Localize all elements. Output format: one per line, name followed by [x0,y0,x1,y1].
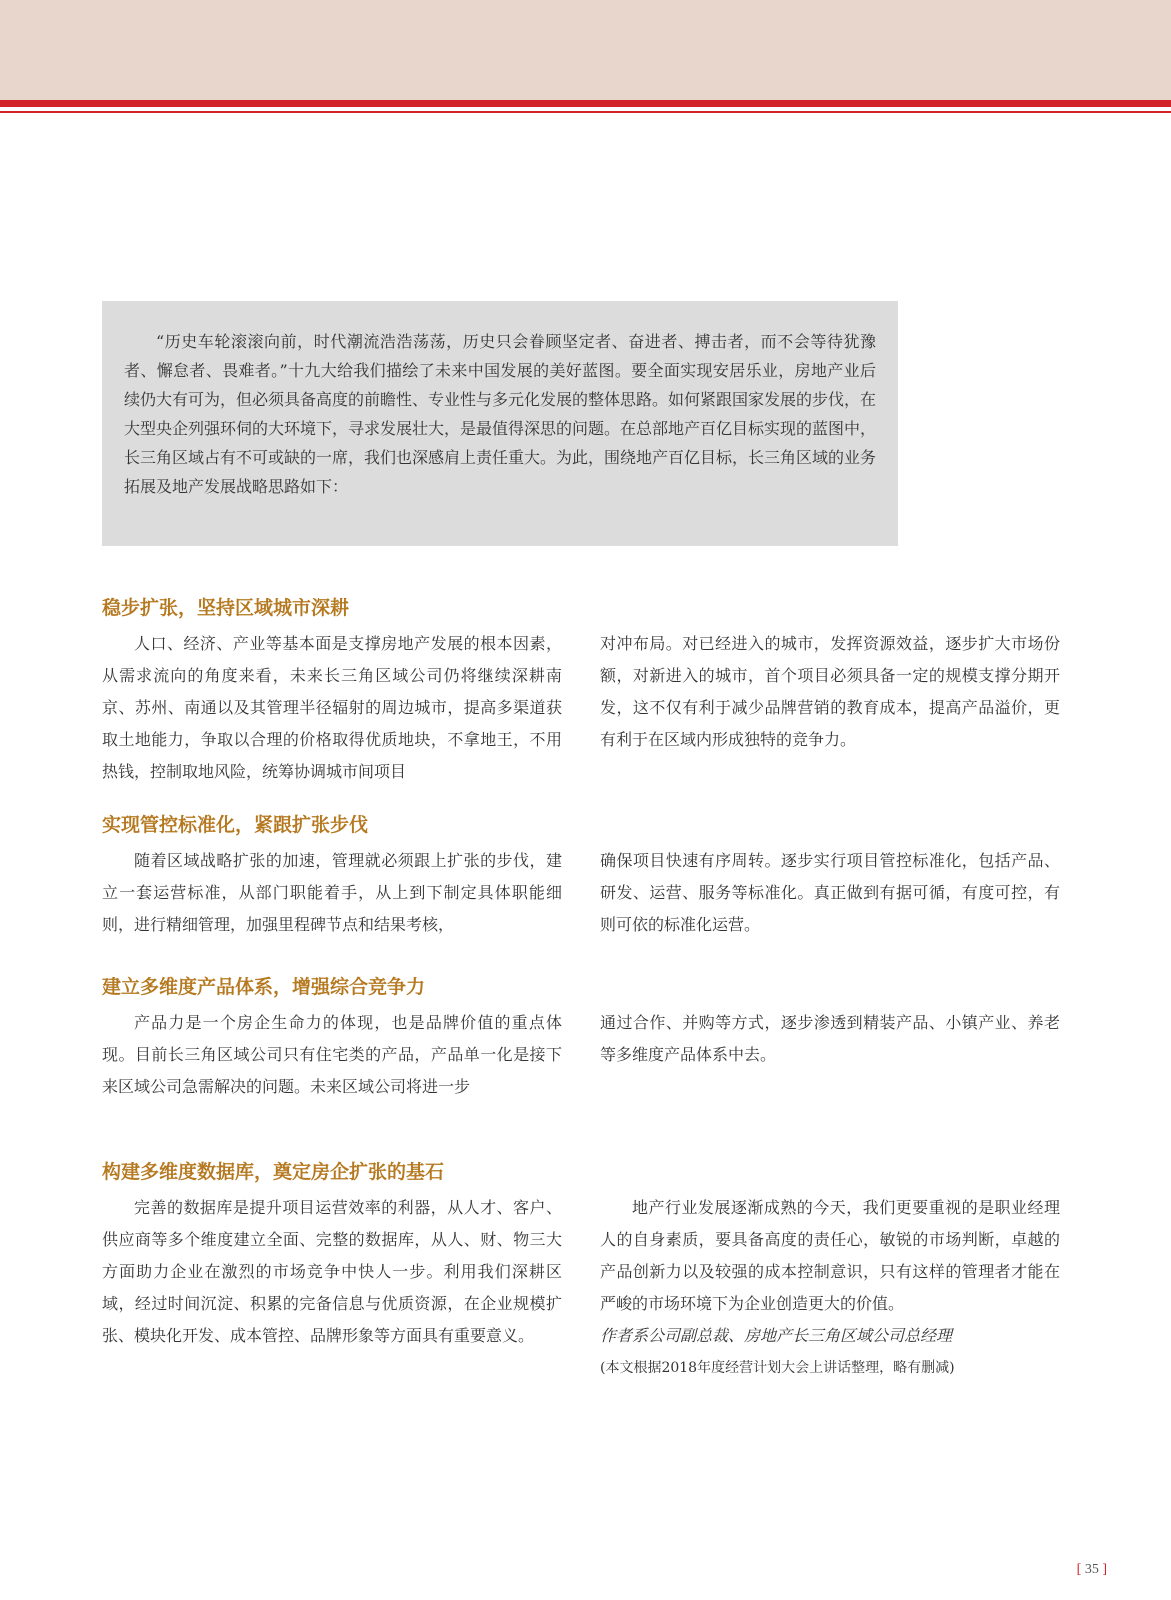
section-body-left: 人口、经济、产业等基本面是支撑房地产发展的根本因素，从需求流向的角度来看，未来长三角区域公司仍将继续深耕南京、苏州、南通以及其管理半径辐射的周边城市，提高多渠道获取土地能力，争取以合理的价格取得优质地块，不拿地王，不用热钱，控制取地风险，统筹协调城市间项目 [102,634,562,781]
source-note: (本文根据2018年度经营计划大会上讲话整理，略有删减) [600,1360,955,1376]
section-title: 稳步扩张，坚持区域城市深耕 [102,597,350,619]
section-1 [102,594,1060,788]
section-body-right: 对冲布局。对已经进入的城市，发挥资源效益，逐步扩大市场份额，对新进入的城市，首个项目必须具备一定的规模支撑分期开发，这不仅有利于减少品牌营销的教育成本，提高产品溢价，更有利于在区域内形成独特的竞争力。 [600,634,1060,749]
section-body-left: 随着区域战略扩张的加速，管理就必须跟上扩张的步伐，建立一套运营标准，从部门职能着手，从上到下制定具体职能细则，进行精细管理，加强里程碑节点和结果考核， [102,851,562,934]
section-body-left: 产品力是一个房企生命力的体现，也是品牌价值的重点体现。目前长三角区域公司只有住宅类的产品，产品单一化是接下来区域公司急需解决的问题。未来区域公司将进一步 [102,1013,562,1096]
section-body-right: 通过合作、并购等方式，逐步渗透到精装产品、小镇产业、养老等多维度产品体系中去。 [600,1013,1060,1064]
intro-paragraph: “历史车轮滚滚向前，时代潮流浩浩荡荡，历史只会眷顾坚定者、奋进者、搏击者，而不会等待犹豫者、懈怠者、畏难者。”十九大给我们描绘了未来中国发展的美好蓝图。要全面实现安居乐业，房地产业后续仍大有可为，但必须具备高度的前瞻性、专业性与多元化发展的整体思路。如何紧跟国家发展的步伐，在大型央企列强环伺的大环境下，寻求发展壮大，是最值得深思的问题。在总部地产百亿目标实现的蓝图中，长三角区域占有不可或缺的一席，我们也深感肩上责任重大。为此，围绕地产百亿目标，长三角区域的业务拓展及地产发展战略思路如下： [124,332,877,496]
section-title: 建立多维度产品体系，增强综合竞争力 [102,976,426,998]
header-band [0,0,1171,100]
section-title: 实现管控标准化，紧跟扩张步伐 [102,814,369,836]
header-thin-rule [0,111,1171,113]
section-body-left: 完善的数据库是提升项目运营效率的利器，从人才、客户、供应商等多个维度建立全面、完整的数据库，从人、财、物三大方面助力企业在激烈的市场竞争中快人一步。利用我们深耕区域，经过时间沉淀、积累的完备信息与优质资源，在企业规模扩张、模块化开发、成本管控、品牌形象等方面具有重要意义。 [102,1198,562,1345]
page-bracket-open: [ [1076,1562,1082,1577]
section-4 [102,1158,1060,1384]
page-bracket-close: ] [1102,1562,1107,1577]
page-number-value: 35 [1084,1562,1099,1577]
section-3 [102,973,1060,1103]
page-number [1077,1562,1107,1578]
section-body-right: 地产行业发展逐渐成熟的今天，我们更要重视的是职业经理人的自身素质，要具备高度的责任心，敏锐的市场判断，卓越的产品创新力以及较强的成本控制意识，只有这样的管理者才能在严峻的市场环境下为企业创造更大的价值。 [600,1198,1060,1313]
section-title: 构建多维度数据库，奠定房企扩张的基石 [102,1161,445,1183]
author-signature: 作者系公司副总裁、房地产长三角区域公司总经理 [600,1326,953,1345]
intro-quote-box [102,301,898,546]
section-2 [102,811,1060,941]
section-body-right: 确保项目快速有序周转。逐步实行项目管控标准化，包括产品、研发、运营、服务等标准化。真正做到有据可循，有度可控，有则可依的标准化运营。 [600,851,1060,934]
header-red-rule [0,100,1171,107]
